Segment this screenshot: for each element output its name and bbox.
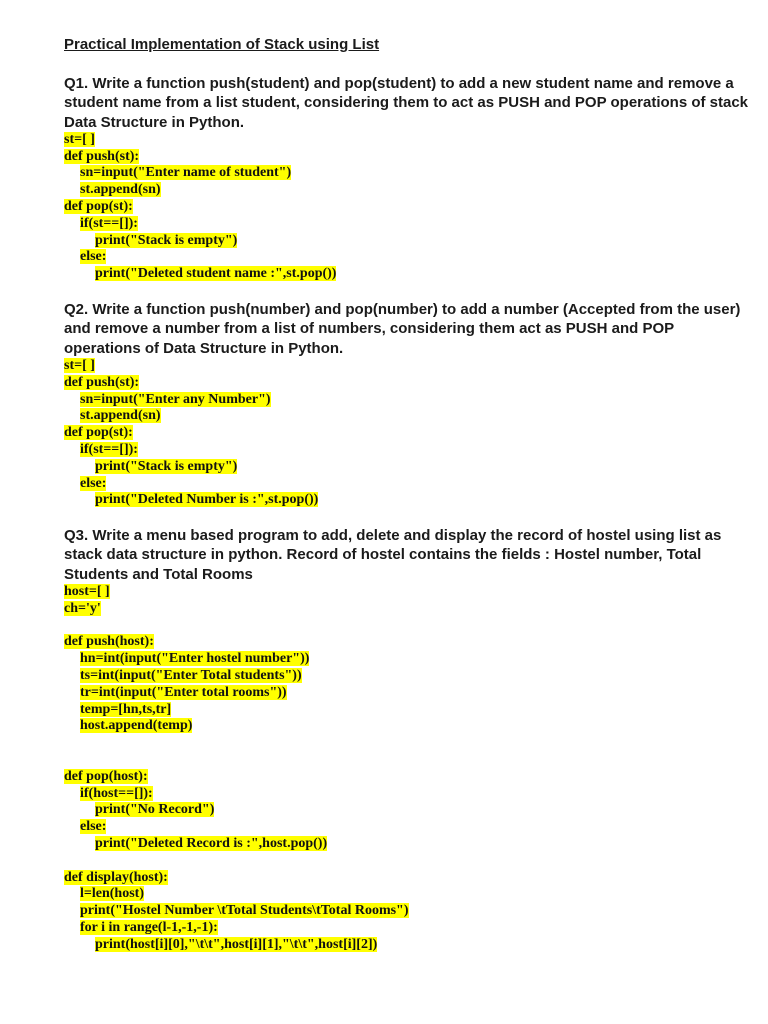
code-line: def push(host): <box>64 634 154 650</box>
code-line: ts=int(input("Enter Total students")) <box>80 668 302 683</box>
document-page <box>64 35 754 954</box>
code-line: sn=input("Enter any Number") <box>80 391 271 407</box>
code-block-q1 <box>64 132 754 283</box>
code-line: else: <box>80 475 107 491</box>
code-line: print("Deleted Record is :",host.pop()) <box>95 835 328 851</box>
code-line: st.append(sn) <box>80 182 161 198</box>
code-line: for i in range(l-1,-1,-1): <box>80 919 218 935</box>
code-line: st.append(sn) <box>80 408 161 424</box>
question-2: Q2. Write a function push(number) and pop(number) to add a number (Accepted from the user) and remove a number from a list of numbers, considering them act as PUSH and POP operations of Data Structure in Python. <box>64 301 741 357</box>
code-line: if(st==[]): <box>80 215 138 231</box>
code-line: def pop(host): <box>64 768 148 784</box>
code-line: else: <box>80 249 107 265</box>
code-line: def display(host): <box>64 869 168 885</box>
page-title: Practical Implementation of Stack using List <box>64 36 380 53</box>
code-line: if(host==[]): <box>80 785 153 801</box>
code-block-q2 <box>64 358 754 509</box>
code-line: st=[ ] <box>64 131 95 147</box>
code-line: print(host[i][0],"\t\t",host[i][1],"\t\t",host[i][2]) <box>95 936 378 952</box>
code-block-q3 <box>64 584 754 954</box>
code-line: l=len(host) <box>80 886 144 902</box>
code-line: print("Deleted Number is :",st.pop()) <box>95 492 319 508</box>
code-line: if(st==[]): <box>80 441 138 457</box>
code-line: sn=input("Enter name of student") <box>80 165 292 181</box>
code-line: ch='y' <box>64 600 101 616</box>
code-line: host.append(temp) <box>80 718 193 734</box>
code-line: def push(st): <box>64 374 140 390</box>
code-line: def pop(st): <box>64 199 133 215</box>
code-line: st=[ ] <box>64 357 95 373</box>
code-line: else: <box>80 819 107 835</box>
code-line: temp=[hn,ts,tr] <box>80 701 172 717</box>
code-line: def push(st): <box>64 148 140 164</box>
code-line: hn=int(input("Enter hostel number")) <box>80 651 310 667</box>
code-line: tr=int(input("Enter total rooms")) <box>80 684 287 700</box>
code-line: print("Deleted student name :",st.pop()) <box>95 266 337 282</box>
code-line: print("No Record") <box>95 802 215 818</box>
code-line: def pop(st): <box>64 425 133 441</box>
code-line: print("Stack is empty") <box>95 232 238 248</box>
question-1: Q1. Write a function push(student) and pop(student) to add a new student name and remove a student name from a list student, considering them to act as PUSH and POP operations of stack Data Structure in Python. <box>64 75 749 131</box>
code-line: print("Stack is empty") <box>95 458 238 474</box>
code-line: print("Hostel Number \tTotal Students\tTotal Rooms") <box>80 903 409 919</box>
question-3: Q3. Write a menu based program to add, delete and display the record of hostel using list as stack data structure in python. Record of hostel contains the fields : Hostel number, Total Students and Total Rooms <box>64 527 722 583</box>
code-line: host=[ ] <box>64 584 110 600</box>
